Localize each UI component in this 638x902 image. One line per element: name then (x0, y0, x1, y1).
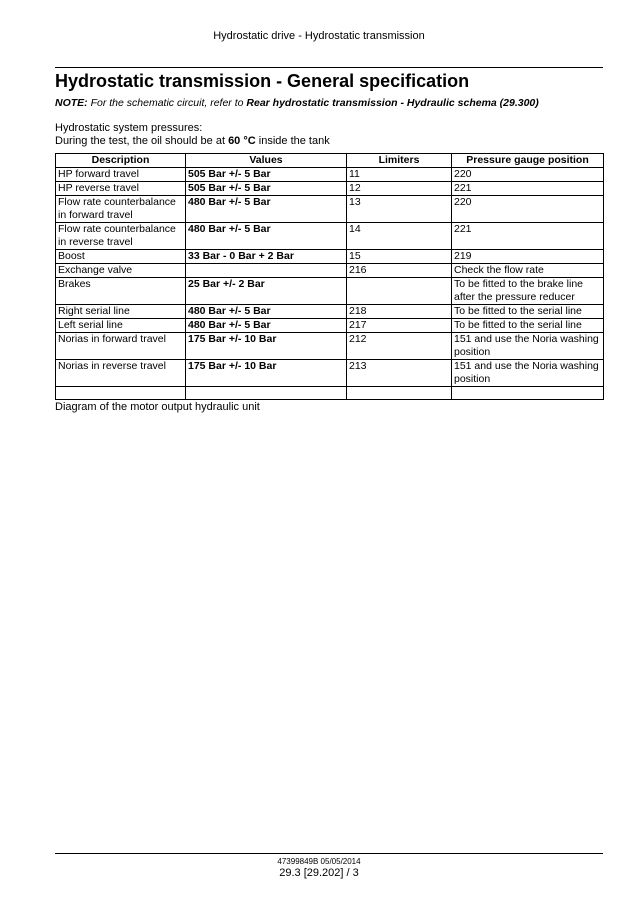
cell-description: Norias in forward travel (56, 333, 186, 360)
cell-limiter: 15 (347, 250, 452, 264)
cell-value: 505 Bar +/- 5 Bar (186, 168, 347, 182)
cell-value: 505 Bar +/- 5 Bar (186, 182, 347, 196)
cell-value: 175 Bar +/- 10 Bar (186, 360, 347, 387)
footer-rule (55, 853, 603, 854)
cell-value: 480 Bar +/- 5 Bar (186, 319, 347, 333)
cell-gauge: 221 (452, 182, 604, 196)
cell-value (186, 387, 347, 400)
cell-limiter: 12 (347, 182, 452, 196)
cell-gauge: 221 (452, 223, 604, 250)
cell-value: 175 Bar +/- 10 Bar (186, 333, 347, 360)
table-row (56, 264, 604, 278)
cell-limiter: 13 (347, 196, 452, 223)
cell-description: Exchange valve (56, 264, 186, 278)
cell-value: 480 Bar +/- 5 Bar (186, 223, 347, 250)
intro-prefix: During the test, the oil should be at (55, 135, 225, 147)
cell-description: HP forward travel (56, 168, 186, 182)
cell-value (186, 264, 347, 278)
document-number: 47399849B 05/05/2014 (277, 857, 361, 866)
table-row (56, 360, 604, 387)
cell-limiter: 14 (347, 223, 452, 250)
cell-gauge: 220 (452, 196, 604, 223)
note-text: For the schematic circuit, refer to (90, 97, 244, 109)
diagram-caption: Diagram of the motor output hydraulic unit (55, 401, 260, 413)
cell-description: Flow rate counterbalance in forward travel (56, 196, 186, 223)
intro-text (55, 122, 330, 148)
cell-gauge: 219 (452, 250, 604, 264)
cell-description: HP reverse travel (56, 182, 186, 196)
cell-description: Brakes (56, 278, 186, 305)
cell-gauge: 151 and use the Noria washing position (452, 333, 604, 360)
intro-line-1: Hydrostatic system pressures: (55, 122, 203, 134)
cell-value: 480 Bar +/- 5 Bar (186, 196, 347, 223)
cell-gauge: 151 and use the Noria washing position (452, 360, 604, 387)
cell-limiter: 11 (347, 168, 452, 182)
cell-gauge: To be fitted to the brake line after the pressure reducer (452, 278, 604, 305)
page-number: 29.3 [29.202] / 3 (279, 867, 359, 879)
column-header-gauge-position: Pressure gauge position (452, 154, 604, 168)
cell-description: Norias in reverse travel (56, 360, 186, 387)
cell-value: 33 Bar - 0 Bar + 2 Bar (186, 250, 347, 264)
cell-limiter: 218 (347, 305, 452, 319)
table-header-row (56, 154, 604, 168)
note-reference-link[interactable]: Rear hydrostatic transmission - Hydraulic schema (29.300) (246, 97, 539, 109)
cell-limiter: 213 (347, 360, 452, 387)
cell-description (56, 387, 186, 400)
header-rule (55, 67, 603, 68)
page-title: Hydrostatic transmission - General specification (55, 71, 470, 91)
cell-description: Left serial line (56, 319, 186, 333)
table-row (56, 168, 604, 182)
cell-value: 480 Bar +/- 5 Bar (186, 305, 347, 319)
note-label: NOTE: (55, 97, 88, 109)
running-header: Hydrostatic drive - Hydrostatic transmission (213, 30, 425, 42)
cell-gauge (452, 387, 604, 400)
column-header-limiters: Limiters (347, 154, 452, 168)
table-row (56, 182, 604, 196)
table-row (56, 196, 604, 223)
cell-description: Right serial line (56, 305, 186, 319)
table-row (56, 223, 604, 250)
intro-line-2 (55, 135, 330, 148)
table-row (56, 305, 604, 319)
cell-limiter (347, 387, 452, 400)
table-row (56, 278, 604, 305)
cell-limiter: 216 (347, 264, 452, 278)
cell-gauge: To be fitted to the serial line (452, 319, 604, 333)
pressure-spec-table (55, 153, 604, 400)
intro-suffix: inside the tank (258, 135, 330, 147)
cell-description: Boost (56, 250, 186, 264)
cell-gauge: 220 (452, 168, 604, 182)
table-row (56, 333, 604, 360)
table-row (56, 319, 604, 333)
table-row (56, 250, 604, 264)
table-row-empty (56, 387, 604, 400)
cell-limiter (347, 278, 452, 305)
cell-description: Flow rate counterbalance in reverse travel (56, 223, 186, 250)
column-header-values: Values (186, 154, 347, 168)
cell-gauge: To be fitted to the serial line (452, 305, 604, 319)
cell-value: 25 Bar +/- 2 Bar (186, 278, 347, 305)
note (55, 97, 539, 109)
cell-gauge: Check the flow rate (452, 264, 604, 278)
oil-temperature: 60 °C (228, 135, 256, 147)
cell-limiter: 217 (347, 319, 452, 333)
cell-limiter: 212 (347, 333, 452, 360)
column-header-description: Description (56, 154, 186, 168)
